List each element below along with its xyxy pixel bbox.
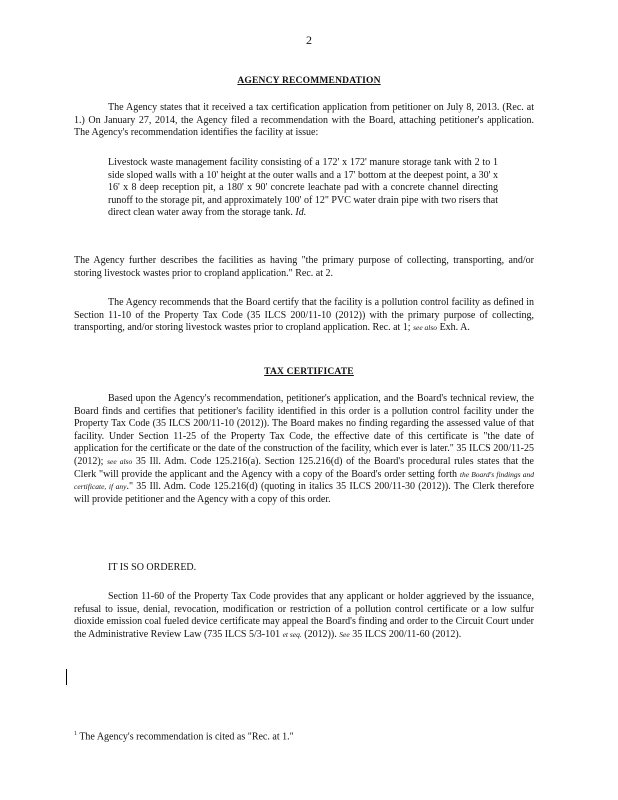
tax-para-text-a: Based upon the Agency's recommendation, petitioner's application, and the Board's technical review, the Board finds and certifies that petitioner's facility identified in this order is a pollution control facility under the Property Tax Code (35 ILCS 200/11-10 (2012)). The Board makes no finding regarding the assessed value of that facility. Under Section 11-25 of the Property Tax Code, the effective date of this certificate is "the date of application for the certificate or the date of the construction of the facility, which ever is later." 35 ILCS 200/11-25 (2012);: [74, 393, 534, 467]
tax-certificate-paragraph: [74, 393, 534, 506]
agency-quote-text: Livestock waste management facility consisting of a 172' x 172' manure storage tank with 2 to 1 side sloped walls with a 10' height at the outer walls and a 17' bottom at the deepest point, a 30' x 16' x 8 deep reception pit, a 180' x 90' concrete leachate pad with a concrete channel directing runoff to the storage pit, and approximately 100' of 12" PVC water drain pipe with two risers that direct clean water away from the storage tank.: [108, 157, 498, 219]
appeal-paragraph: [74, 591, 534, 641]
agency-para3-end: Exh. A.: [437, 322, 470, 334]
agency-para3-see-also: see also: [413, 323, 438, 333]
agency-recommendation-heading: AGENCY RECOMMENDATION: [237, 76, 381, 86]
appeal-para-text-c: 35 ILCS 200/11-60 (2012).: [349, 628, 462, 640]
appeal-para-see: See: [339, 629, 350, 639]
text-cursor: [66, 669, 67, 685]
tax-para-italic-quote: the Board's findings and certificate, if any: [74, 469, 535, 492]
agency-paragraph-3: [74, 297, 534, 335]
it-is-so-ordered: IT IS SO ORDERED.: [108, 562, 197, 573]
footnote: [74, 731, 294, 742]
agency-paragraph-1: The Agency states that it received a tax certification application from petitioner on July 8, 2013. (Rec. at 1.) On January 27, 2014, the Agency filed a recommendation with the Board, attaching petitioner's application. The Agency's recommendation identifies the facility at issue:: [74, 102, 534, 139]
appeal-para-text-a: Section 11-60 of the Property Tax Code provides that any applicant or holder aggrieved by the issuance, refusal to issue, denial, revocation, modification or restriction of a pollution control certificate or a low sulfur dioxide emission coal fueled device certificate may appeal the Board's finding and order to the Circuit Court under the Administrative Review Law (735 ILCS 5/3-101: [74, 591, 534, 640]
appeal-para-et-seq: et seq.: [282, 629, 302, 639]
footnote-text: The Agency's recommendation is cited as "Rec. at 1.": [79, 731, 294, 743]
agency-quote-cite: Id.: [295, 207, 307, 219]
agency-paragraph-2: The Agency further describes the facilities as having "the primary purpose of collecting, transporting, and/or storing livestock wastes prior to cropland application." Rec. at 2.: [74, 255, 534, 279]
agency-facility-quote: [108, 157, 498, 220]
appeal-para-text-b: (2012)).: [301, 628, 340, 640]
footnote-marker: 1: [74, 731, 77, 737]
tax-certificate-heading: TAX CERTIFICATE: [264, 367, 354, 377]
tax-para-text-c: ." 35 Ill. Adm. Code 125.216(d) (quoting in italics 35 ILCS 200/11-30 (2012)). The Clerk therefore will provide petitioner and the Agency with a copy of this order.: [74, 481, 535, 505]
tax-para-text-b: 35 Ill. Adm. Code 125.216(a). Section 125.216(d) of the Board's procedural rules states that the Clerk "will provide the applicant and the Agency with a copy of the Board's order setting forth: [74, 455, 534, 480]
page-number: 2: [306, 33, 312, 47]
agency-para3-text: The Agency recommends that the Board certify that the facility is a pollution control facility as defined in Section 11-10 of the Property Tax Code (35 ILCS 200/11-10 (2012)) with the primary purpose of collecting, transporting, and/or storing livestock wastes prior to cropland application. Rec. at 1;: [74, 297, 534, 334]
tax-para-see-also: see also: [107, 456, 133, 466]
